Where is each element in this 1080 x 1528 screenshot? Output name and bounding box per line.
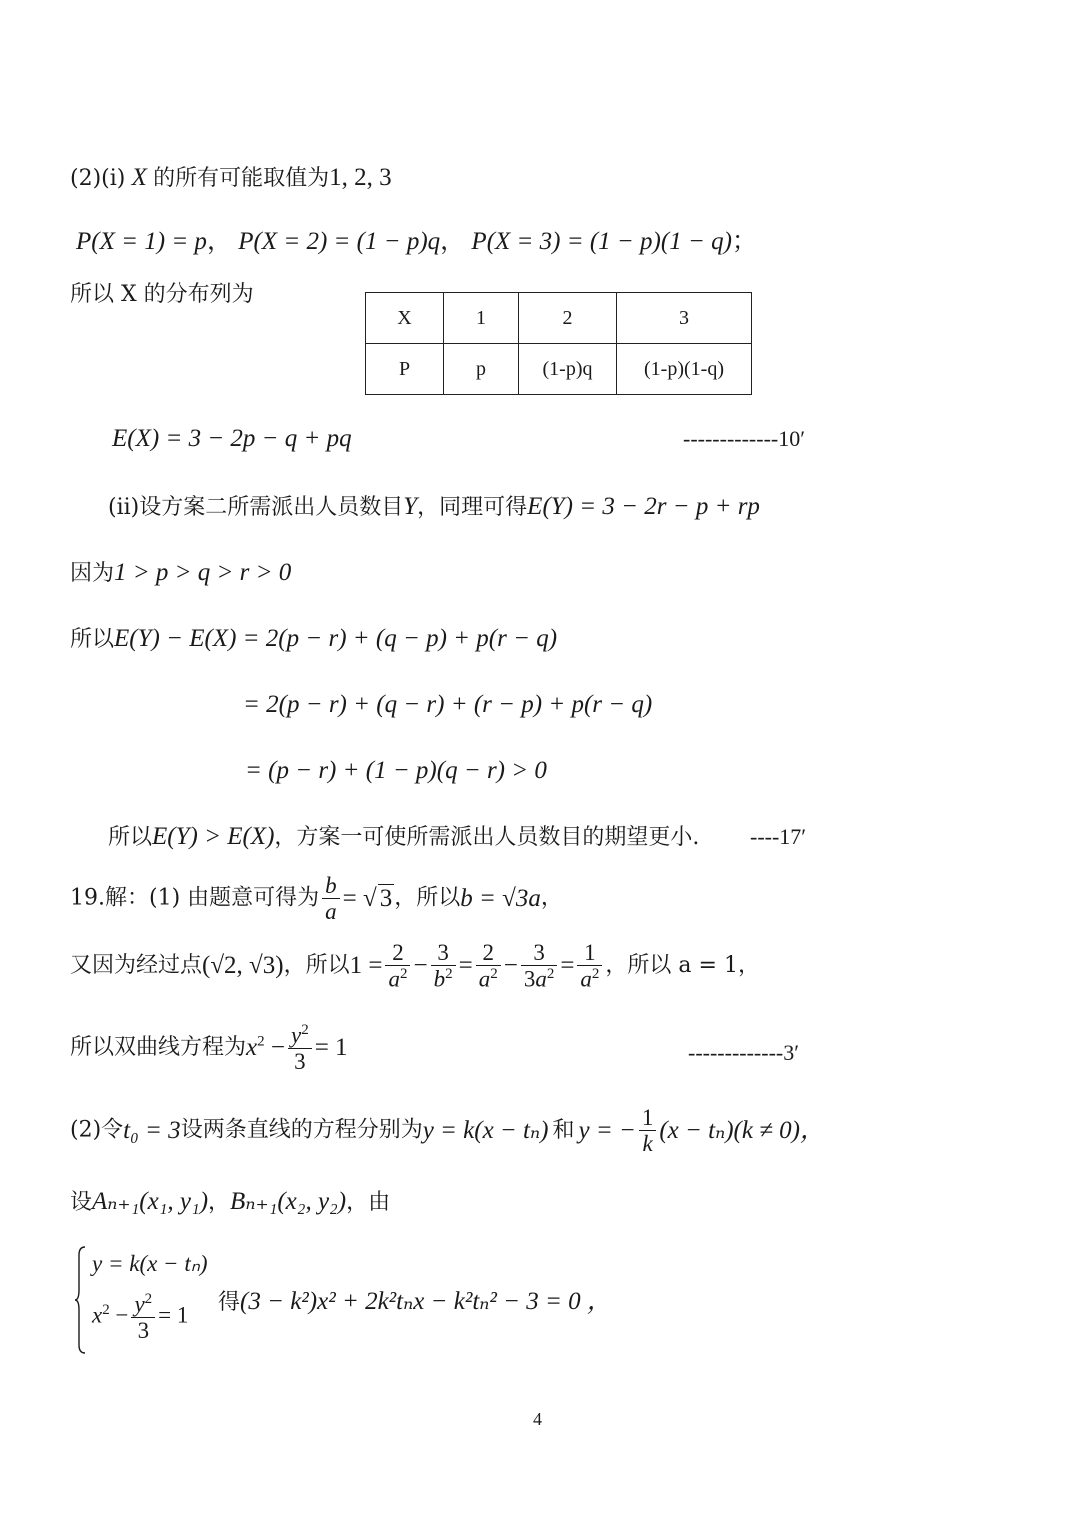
fraction-2-over-a2-b: $\frac{2}{a^2}$ (476, 940, 501, 992)
diff-formula-2: = 2(p − r) + (q − r) + (r − p) + p(r − q) (243, 691, 653, 718)
table-cell: 3 (617, 293, 752, 344)
probabilities-line: P(X = 1) = p， P(X = 2) = (1 − p)q， P(X = 3) = (1 − p)(1 − q)； (76, 228, 757, 255)
quadratic-line (218, 1287, 612, 1317)
diff-formula-1: E(Y) − E(X) = 2(p − r) + (q − p) + p(r − q) (114, 625, 558, 652)
table-row (366, 344, 752, 395)
part2i-values: 1, 2, 3 (329, 164, 392, 191)
score-17: ----17′ (750, 824, 807, 849)
line2-suffix: (x − tₙ)(k ≠ 0)， (659, 1116, 825, 1144)
distribution-table (365, 292, 752, 395)
fraction-3-over-3a2: $\frac{3}{3a^2}$ (521, 940, 558, 992)
because-text: 因为 (70, 561, 115, 586)
fraction-b-over-a: $\frac{b}{a}$ (322, 873, 340, 925)
conclusion-formula: E(Y) > E(X) (152, 823, 275, 850)
table-cell: 1 (444, 293, 519, 344)
q19-text-so: ，所以 (394, 885, 461, 911)
prob-x3: P(X = 3) = (1 − p)(1 − q) (471, 228, 732, 255)
conclusion-line (108, 822, 699, 852)
part2ii-mid: ，同理可得 (417, 495, 528, 520)
diff-line-1 (70, 624, 557, 654)
fraction-2-over-a2: $\frac{2}{a^2}$ (385, 940, 410, 992)
score-3: -------------3′ (688, 1040, 800, 1065)
fraction-y2-over-3: $\frac{y^2}{3}$ (288, 1022, 312, 1074)
q19-line2-text: 又因为经过点 (70, 952, 203, 978)
fraction-1-over-a2: $\frac{1}{a^2}$ (577, 940, 602, 992)
table-cell: 2 (519, 293, 617, 344)
b-equation: b = √3a (460, 884, 541, 912)
prob-x2: P(X = 2) = (1 − p)q (238, 228, 441, 255)
point-b: Bₙ₊₁(x₂, y₂) (230, 1188, 347, 1215)
q19-line-2: 又因为经过点(√2, √3)，所以1 = $\frac{2}{a^2}$ − $\frac{3}{b^2}$ = $\frac{2}{a^2}$ − $\frac{3}{3a^2}$ = $\frac{1}{a^2}$ ，所以 a = 1， (70, 940, 760, 992)
conclusion-text-2: ，方案一可使所需派出人员数目的期望更小. (274, 825, 700, 850)
part2-and: 和 (552, 1117, 575, 1143)
diff-text: 所以 (70, 627, 115, 652)
fraction-3-over-b2: $\frac{3}{b^2}$ (431, 940, 456, 992)
q19-line3-text: 所以双曲线方程为 (70, 1034, 247, 1060)
table-cell: (1-p)(1-q) (617, 344, 752, 395)
dist-intro: 所以 X 的分布列为 (70, 282, 254, 307)
part2i-line: (2)(i) X 的所有可能取值为1, 2, 3 (70, 164, 392, 191)
quadratic-equation: (3 − k²)x² + 2k²tₙx − k²tₙ² − 3 = 0 ， (240, 1288, 612, 1315)
part2-text: 设两条直线的方程分别为 (180, 1117, 423, 1143)
ey-formula: E(Y) = 3 − 2r − p + rp (527, 493, 760, 520)
part2ii-line: (ii)设方案二所需派出人员数目Y，同理可得E(Y) = 3 − 2r − p + rp (108, 493, 760, 520)
table-cell: (1-p)q (519, 344, 617, 395)
prob-x1: P(X = 1) = p (76, 228, 207, 255)
q19-line-1: 19.解：(1) 由题意可得为 $\frac{b}{a}$ = √ 3，所以b = √3a， (70, 873, 563, 925)
table-cell: P (366, 344, 444, 395)
equation-system (74, 1245, 224, 1357)
page-number: 4 (533, 1409, 542, 1429)
q19-label: 19.解：(1) 由题意可得为 (70, 885, 320, 911)
score-10: -------------10′ (683, 426, 806, 451)
t0-value: t₀ = 3 (123, 1116, 181, 1144)
part2i-label: (2)(i) (70, 166, 126, 191)
table-cell: p (444, 344, 519, 395)
q19-line2-so: ，所以 (283, 952, 350, 978)
diff-formula-3: = (p − r) + (1 − p)(q − r) > 0 (245, 757, 547, 784)
point-a: Aₙ₊₁(x₁, y₁) (92, 1188, 209, 1215)
q19-line-3: 所以双曲线方程为$x^2$ − $\frac{y^2}{3}$ = 1 (70, 1022, 348, 1074)
part2-label: (2)令 (70, 1117, 124, 1143)
set-points-line: 设Aₙ₊₁(x₁, y₁)，Bₙ₊₁(x₂, y₂)，由 (70, 1188, 391, 1215)
left-brace-icon (74, 1245, 86, 1355)
conclusion-text-1: 所以 (108, 825, 153, 850)
get-text: 得 (218, 1290, 241, 1315)
part2i-text: 的所有可能取值为 (153, 166, 330, 191)
because-line (70, 558, 291, 588)
inequality-formula: 1 > p > q > r > 0 (114, 559, 292, 586)
point-coordinates: (√2, √3) (202, 952, 284, 980)
line2-prefix: y = − (578, 1116, 636, 1144)
part2-line (70, 1105, 825, 1167)
table-cell: X (366, 293, 444, 344)
system-eq-1-text: y = k(x − tₙ) (92, 1251, 208, 1276)
fraction-1-over-k: $\frac{1}{k}$ (639, 1105, 657, 1157)
a-result: ，所以 a = 1， (605, 952, 760, 978)
table-row (366, 293, 752, 344)
part2ii-label: (ii)设方案二所需派出人员数目 (108, 495, 404, 520)
line1-equation: y = k(x − tₙ) (422, 1116, 549, 1144)
set-text: 设 (70, 1190, 93, 1215)
ex-formula: E(X) = 3 − 2p − q + pq (112, 425, 352, 452)
by-text: ，由 (346, 1190, 391, 1215)
system-eq-2: $x^2$ − $\frac{y^2}{3}$ = 1 (92, 1291, 189, 1343)
system-eq-1 (92, 1251, 208, 1277)
